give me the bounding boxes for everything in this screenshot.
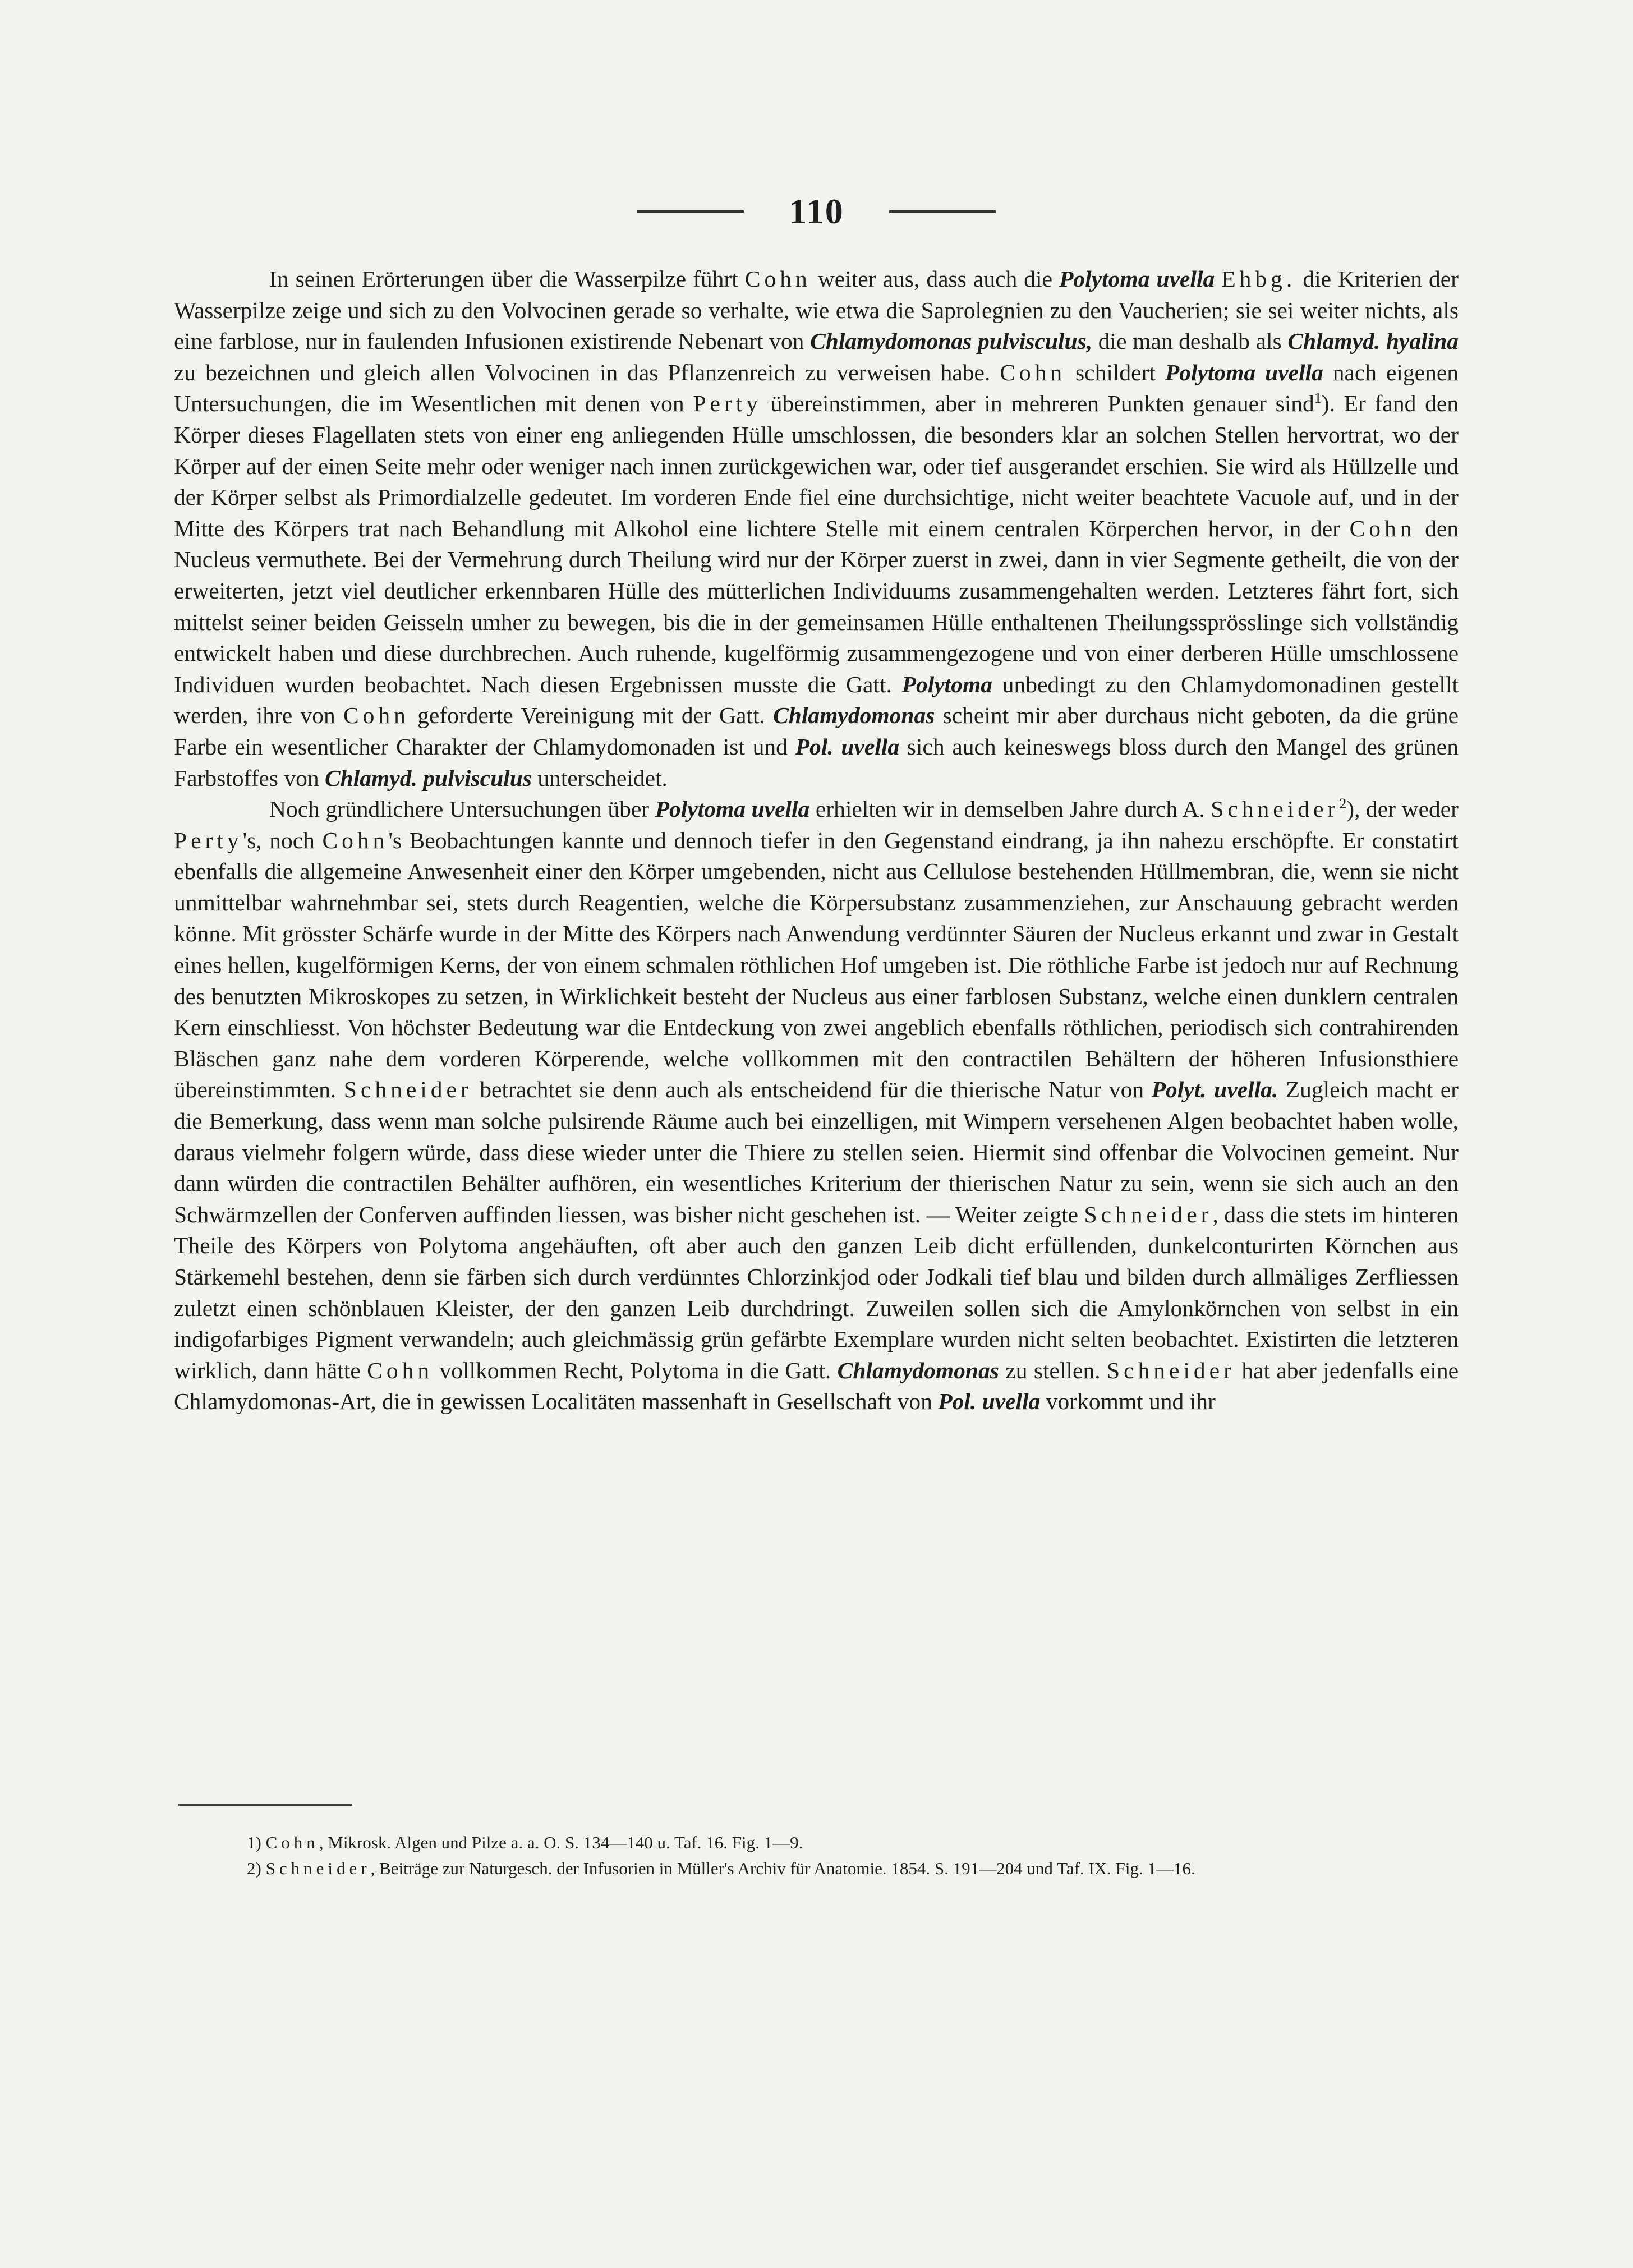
text-run: ), der weder [1346,796,1459,822]
text-run: Noch gründlichere Untersuchungen über [269,796,655,822]
page-header [0,191,1633,232]
italic-term: Chlamydomonas pulvisculus, [810,328,1093,355]
footnote-ref: 2 [1339,795,1347,812]
italic-term: Chlamyd. pulvisculus [324,765,532,791]
text-run: 2) [247,1858,266,1878]
author-name: Schneider [343,1077,472,1103]
text-run: geforderte Vereinigung mit der Gatt. [409,702,774,729]
author-name: Schneider [1211,796,1340,822]
footnote [174,1830,1459,1856]
text-run: hat aber jedenfalls eine Chlamydomonas-Art, die in gewissen Localitäten massenhaft in Gesellschaft von [174,1357,1459,1415]
author-name: Cohn [1349,515,1416,541]
author-name: Schneider [265,1858,371,1878]
italic-term: Polyt. uvella. [1151,1077,1278,1103]
author-name: Ehbg. [1221,266,1296,292]
text-run: 1) [247,1833,266,1852]
text-run: betrachtet sie denn auch als entscheidend für die thierische Natur von [472,1077,1152,1103]
text-run: ). Er fand den Körper dieses Flagellaten stets von einer eng anliegenden Hülle umschlossen, die besonders klar an solchen Stellen hervortrat, wo der Körper auf der einen Seite mehr oder weniger nach innen zurückgewichen war, oder tief ausgerandet erschien. Sie wird als Hüllzelle und der Körper selbst als Primordialzelle gedeutet. Im vorderen Ende fiel eine durchsichtige, nicht weiter beachtete Vacuole auf, und in der Mitte des Körpers trat nach Behandlung mit Alkohol eine lichtere Stelle mit einem centralen Körperchen hervor, in der [174,390,1459,541]
author-name: Cohn [367,1357,434,1383]
text-run: die man deshalb als [1092,328,1288,355]
footnotes [174,1830,1459,1881]
text-run: 's, noch [242,827,323,853]
italic-term: Polytoma [901,671,992,697]
author-name: Perty [174,827,243,853]
italic-term: Pol. uvella [795,733,900,760]
italic-term: Polytoma uvella [1165,359,1323,385]
italic-term: Chlamyd. hyalina [1287,328,1459,355]
paragraph [174,794,1459,1418]
text-run: scheint mir aber durchaus nicht geboten, da die grüne Farbe ein wesentlicher Charakter der Chlamydomonaden ist und [174,702,1459,760]
paragraph [174,264,1459,794]
footnote [174,1856,1459,1881]
author-name: Cohn [343,702,410,729]
italic-term: Chlamydomonas [837,1357,999,1383]
text-run: übereinstimmen, aber in mehreren Punkten genauer sind [762,390,1314,417]
text-run: In seinen Erörterungen über die Wasserpilze führt [269,266,745,292]
text-run: zu stellen. [999,1357,1107,1383]
text-run: vollkommen Recht, Polytoma in die Gatt. [433,1357,838,1383]
text-run: 's Beobachtungen kannte und dennoch tiefer in den Gegenstand eindrang, ja ihn nahezu erschöpfte. Er constatirt ebenfalls die allgemeine Anwesenheit einer den Körper umgebenden, nicht aus Cellulose bestehenden Hüllmembran, die, wenn sie nicht unmittelbar wahrnehmbar sei, stets durch Reagentien, welche die Körpersubstanz zusammenziehen, zur Anschauung gebracht werden könne. Mit grösster Schärfe wurde in der Mitte des Körpers nach Anwendung verdünnter Säuren der Nucleus erkannt und zwar in Gestalt eines hellen, kugelförmigen Kerns, der von einem schmalen röthlichen Hof umgeben ist. Die röthliche Farbe ist jedoch nur auf Rechnung des benutzten Mikroskopes zu setzen, in Wirklichkeit besteht der Nucleus aus einer farblosen Substanz, welche einen dunklern centralen Kern einschliesst. Von höchster Bedeutung war die Entdeckung von zwei angeblich ebenfalls röthlichen, periodisch sich contrahirenden Bläschen ganz nahe dem vorderen Körperende, welche vollkommen mit den contractilen Behältern der höheren Infusionsthiere übereinstimmten. [174,827,1459,1103]
text-run: nach eigenen Untersuchungen, die im Wesentlichen mit denen von [174,359,1459,417]
text-run: den Nucleus vermuthete. Bei der Vermehrung durch Theilung wird nur der Körper zuerst in zwei, dann in vier Segmente getheilt, die von der erweiterten, jetzt viel deutlicher erkennbaren Hülle des mütterlichen Individuums zusammengehalten werden. Letzteres fährt fort, sich mittelst seiner beiden Geisseln umher zu bewegen, bis die in der gemeinsamen Hülle enthaltenen Theilungssprösslinge sich vollständig entwickelt haben und diese durchbrechen. Auch ruhende, kugelförmig zusammengezogene und von einer derberen Hülle umschlossene Individuen wurden beobachtet. Nach diesen Ergebnissen musste die Gatt. [174,515,1459,697]
text-run: unterscheidet. [531,765,668,791]
author-name: Schneider [1084,1201,1213,1227]
author-name: Cohn [1000,359,1066,385]
text-run: die Kriterien der Wasserpilze zeige und sich zu den Volvocinen gerade so verhalte, wie etwa die Saprolegnien zu den Vaucherien; sie sei weiter nichts, als eine farblose, nur in faulenden Infusionen existirende Nebenart von [174,266,1459,355]
text-run: unbedingt zu den Chlamydomonadinen gestellt werden, ihre von [174,671,1459,729]
italic-term: Pol. uvella [938,1388,1041,1415]
author-name: Perty [693,390,762,417]
text-run: sich auch keineswegs bloss durch den Mangel des grünen Farbstoffes von [174,733,1459,791]
italic-term: Polytoma uvella [1059,266,1215,292]
author-name: Schneider [1106,1357,1235,1383]
text-run: schildert [1066,359,1165,385]
italic-term: Polytoma uvella [655,796,810,822]
footnote-separator [178,1804,352,1806]
header-rule-right [889,210,996,213]
footnote-ref: 1 [1314,390,1322,407]
text-run: , dass die stets im hinteren Theile des Körpers von Polytoma angehäuften, oft aber auch den ganzen Leib dicht erfüllenden, dunkelconturirten Körnchen aus Stärkemehl bestehen, denn sie färben sich durch verdünntes Chlorzinkjod oder Jodkali tief blau und bilden durch allmäliges Zerfliessen zuletzt einen schönblauen Kleister, der den ganzen Leib durchdringt. Zuweilen sollen sich die Amylonkörnchen von selbst in ein indigofarbiges Pigment verwandeln; auch gleichmässig grün gefärbte Exemplare wurden nicht selten beobachtet. Existirten die letzteren wirklich, dann hätte [174,1201,1459,1383]
text-run [1215,266,1221,292]
header-rule-left [637,210,744,213]
text-run: , Mikrosk. Algen und Pilze a. a. O. S. 134—140 u. Taf. 16. Fig. 1—9. [319,1833,803,1852]
author-name: Cohn [322,827,389,853]
text-run: weiter aus, dass auch die [811,266,1060,292]
page-number: 110 [789,191,844,231]
text-run: vorkommt und ihr [1040,1388,1216,1415]
text-run: zu bezeichnen und gleich allen Volvocinen in das Pflanzenreich zu verweisen habe. [174,359,1000,385]
author-name: Cohn [744,266,811,292]
text-run: Zugleich macht er die Bemerkung, dass wenn man solche pulsirende Räume auch bei einzelligen, mit Wimpern versehenen Algen beobachtet haben wolle, daraus vielmehr folgern würde, dass diese wieder unter die Thiere zu stellen seien. Hiermit sind offenbar die Volvocinen gemeint. Nur dann würden die contractilen Behälter aufhören, ein wesentliches Kriterium der thierischen Natur zu sein, wenn sie sich auch an den Schwärmzellen der Conferven auffinden liessen, was bisher nicht geschehen ist. — Weiter zeigte [174,1077,1459,1227]
text-run: , Beiträge zur Naturgesch. der Infusorien in Müller's Archiv für Anatomie. 1854. S. 191—204 und Taf. IX. Fig. 1—16. [370,1858,1195,1878]
italic-term: Chlamydomonas [773,702,935,729]
body-text [174,264,1459,1418]
text-run: erhielten wir in demselben Jahre durch A. [809,796,1211,822]
author-name: Cohn [265,1833,319,1852]
